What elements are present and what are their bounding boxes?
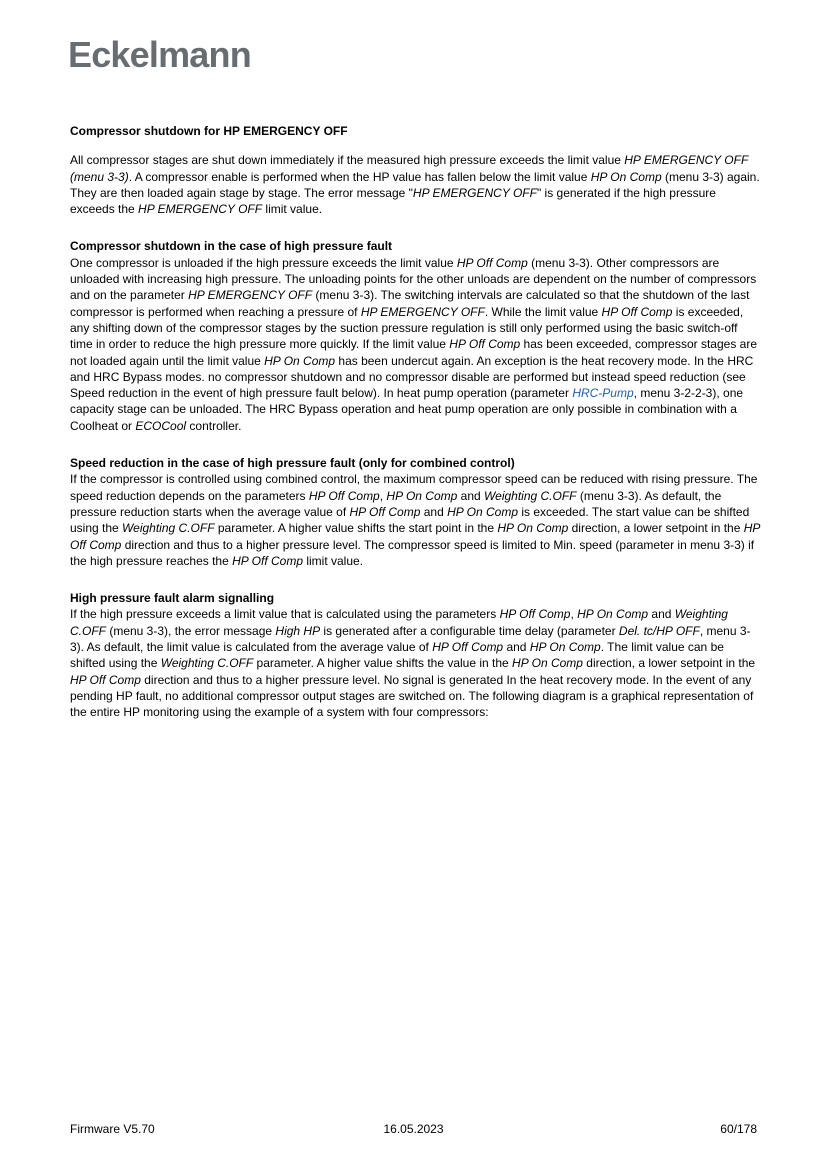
section [70,123,760,217]
section-heading: Speed reduction in the case of high pressure fault (only for combined control) [70,456,515,471]
text-run: (menu 3-3). The switching intervals are calculated so that the shutdown of the last compressor is performed when reaching a pressure of [70,288,750,319]
italic-term: HP Off Comp [456,255,528,270]
text-run: and [457,488,485,503]
text-run: parameter. A higher value shifts the start point in the [214,521,498,536]
paragraph [70,471,760,569]
footer-firmware-version: Firmware V5.70 [70,1122,155,1136]
italic-term: HP Off Comp [70,672,141,687]
eckelmann-logo: Eckelmann [68,34,251,75]
footer-page-number: 60/178 [720,1122,757,1136]
text-run: is generated after a configurable time delay (parameter [320,623,619,638]
text-run: , [379,488,387,503]
section [70,455,760,569]
text-run: , menu 3-3). As default, the limit value is calculated from the average value of [70,623,751,655]
section [70,238,760,434]
italic-term: HP Off Comp [70,521,760,552]
italic-term: Weighting C.OFF [160,656,254,671]
text-run: and [503,640,530,655]
text-run: (menu 3-3). Other compressors are unloaded with increasing high pressure. The unloading points for the other unloads are dependent on the number of compressors and on the parameter [70,255,757,303]
italic-term: HP EMERGENCY OFF (menu 3-3) [70,153,749,184]
text-run: . A compressor enable is performed when the HP value has fallen below the limit value [128,169,591,184]
italic-term: HP On Comp [497,521,569,536]
section-heading: High pressure fault alarm signalling [70,591,275,606]
text-run: . While the limit value [484,304,602,319]
italic-term: HP On Comp [512,656,583,671]
hrc-pump-link[interactable]: HRC-Pump [572,386,634,401]
text-run: . The limit value can be shifted using the [70,640,724,671]
italic-term: High HP [275,623,321,638]
text-run: direction and thus to a higher pressure level. The compressor speed is limited to Min. speed (parameter in menu 3-3) if the high pressure reaches the [70,537,755,568]
italic-term: HP Off Comp [601,304,673,319]
italic-term: Weighting C.OFF [122,521,215,536]
italic-term: Weighting C.OFF [484,488,577,503]
italic-term: HP EMERGENCY OFF [188,288,313,303]
text-run: (menu 3-3). As default, the pressure reduction starts when the average value of [70,488,722,519]
paragraph [70,152,760,217]
italic-term: HP EMERGENCY OFF [138,202,263,217]
paragraph [70,606,760,720]
italic-term: Weighting C.OFF [70,607,728,638]
text-run: and [420,504,448,519]
text-run: is exceeded, any shifting down of the compressor stages by the suction pressure regulation is still only performed using the basic switch-off time in order to reduce the high pressure more quickly. If the limit value [70,304,744,352]
content [70,123,760,721]
text-run: controller. [186,418,242,433]
section [70,590,760,720]
italic-term: HP On Comp [264,353,336,368]
text-run: If the high pressure exceeds a limit value that is calculated using the parameters [70,607,500,622]
text-run: is exceeded. The start value can be shifted using the [70,504,750,536]
text-run: (menu 3-3), the error message [106,623,276,638]
text-run: direction, a lower setpoint in the [568,521,744,536]
text-run: All compressor stages are shut down immediately if the measured high pressure exceeds the limit value [70,153,625,168]
italic-term: HP On Comp [590,169,662,184]
italic-term: HP Off Comp [499,607,571,622]
text-run: If the compressor is controlled using combined control, the maximum compressor speed can be reduced with rising pressure. The speed reduction depends on the parameters [70,472,758,503]
italic-term: HP Off Comp [308,488,380,503]
italic-term: HP Off Comp [449,337,521,352]
paragraph [70,255,760,434]
text-run: parameter. A higher value shifts the value in the [253,656,513,671]
text-run: , menu 3-2-2-3), one capacity stage can be unloaded. The HRC Bypass operation and heat pump operation are only possible in combination with a Coolheat or [70,386,744,433]
text-run: (menu 3-3) again. They are then loaded again stage by stage. The error message " [70,169,760,200]
section-heading: Compressor shutdown in the case of high pressure fault [70,239,393,254]
italic-term: HP On Comp [529,640,601,655]
footer-date: 16.05.2023 [383,1122,444,1136]
italic-term: HP EMERGENCY OFF [412,185,537,200]
italic-term: HP Off Comp [432,640,504,655]
italic-term: HP On Comp [447,504,519,519]
text-run: has been exceeded, compressor stages are not loaded again until the limit value [70,337,758,368]
italic-term: HP On Comp [386,488,458,503]
section-heading: Compressor shutdown for HP EMERGENCY OFF [70,124,348,138]
italic-term: HP Off Comp [349,504,421,519]
text-run: limit value. [262,202,323,217]
text-run: , [570,607,578,622]
page-footer [70,1121,757,1137]
text-run: has been undercut again. An exception is the heat recovery mode. In the HRC and HRC Bypass modes. no compressor shutdown and no compressor disable are performed but instead speed reduction (see Speed reduction in the event of high pressure fault below). In heat pump operation (parameter [70,353,754,401]
italic-term: HP On Comp [577,607,649,622]
text-run: direction and thus to a higher pressure level. No signal is generated In the heat recovery mode. In the event of any pending HP fault, no additional compressor output stages are switched on. The following diagram is a graphical representation of the entire HP monitoring using the example of a system with four compressors: [70,672,754,720]
italic-term: Del. tc/HP OFF [618,623,700,638]
text-run: " is generated if the high pressure exceeds the [70,185,716,217]
text-run: One compressor is unloaded if the high pressure exceeds the limit value [70,255,457,270]
italic-term: HP Off Comp [232,553,304,568]
italic-term: HP EMERGENCY OFF [360,304,485,319]
italic-term: ECOCool [135,418,187,433]
text-run: direction, a lower setpoint in the [582,656,756,671]
text-run: and [648,607,675,622]
text-run: limit value. [303,553,364,568]
